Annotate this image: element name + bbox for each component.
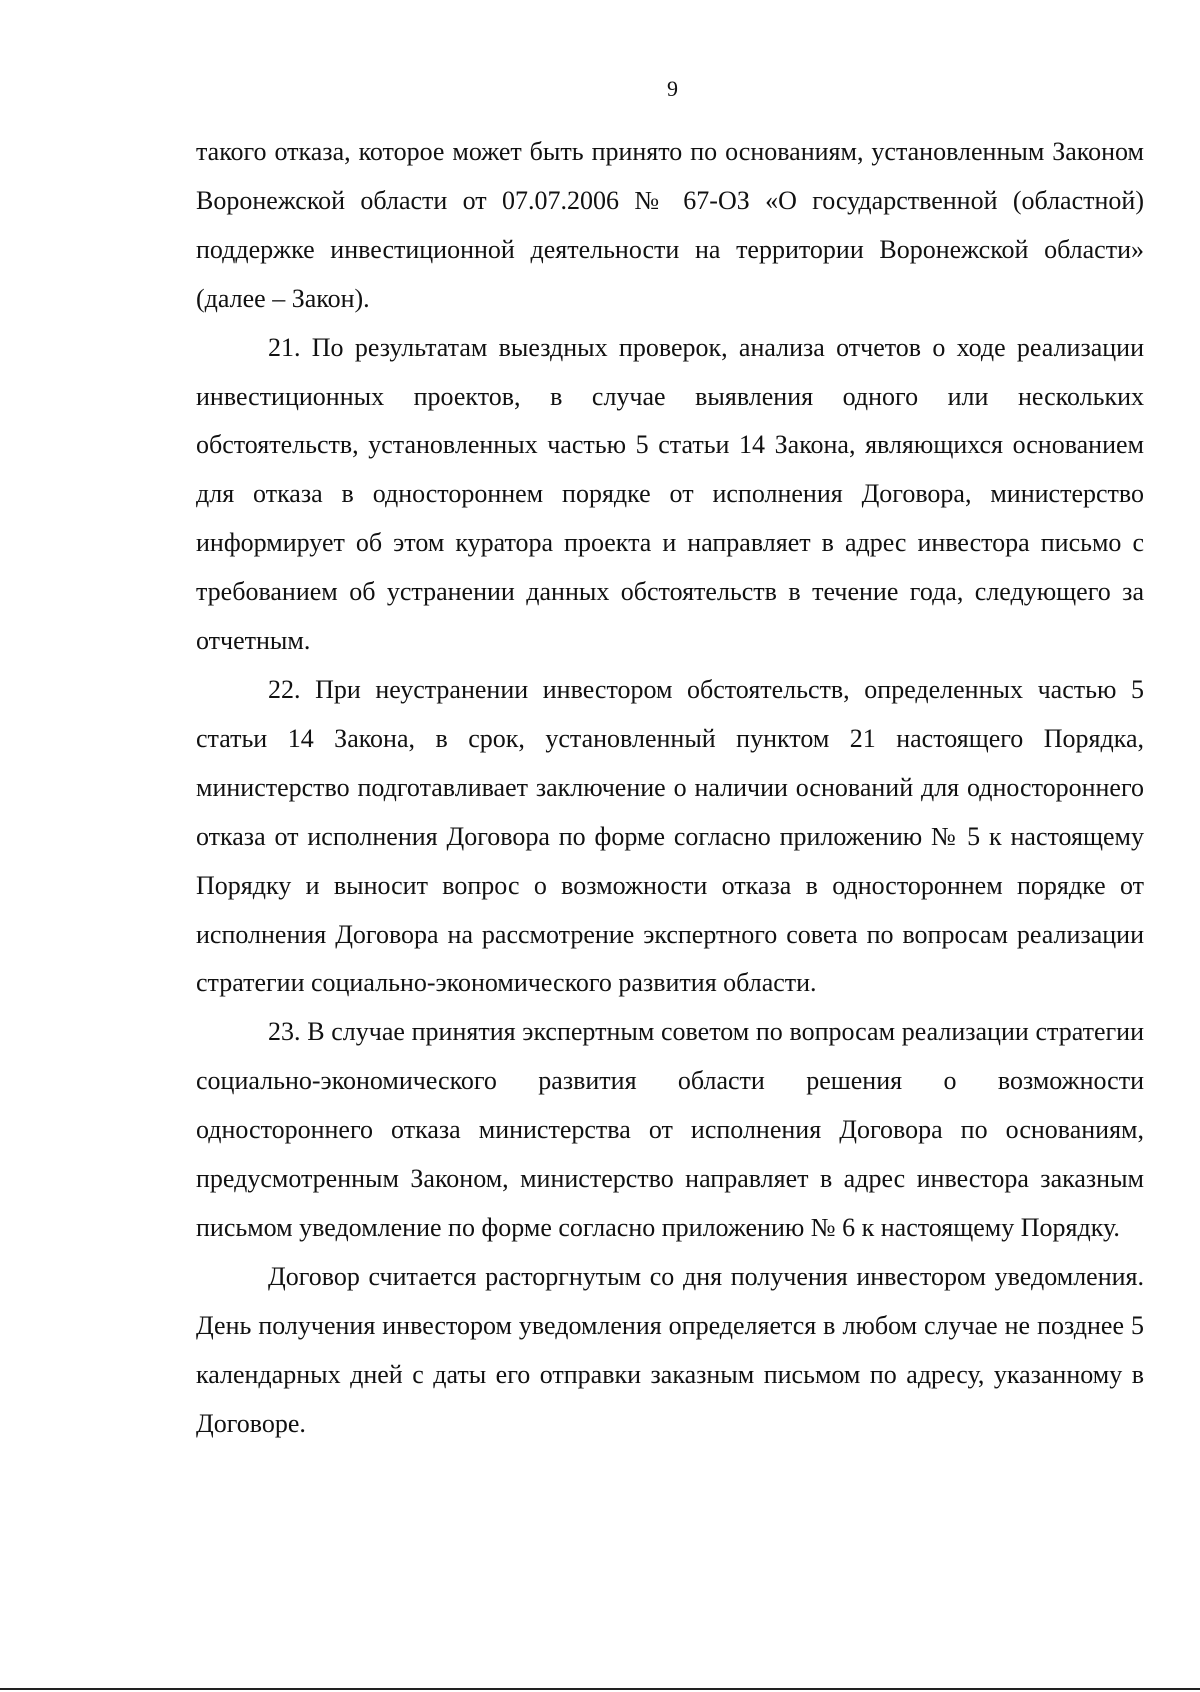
paragraph-item-21: 21. По результатам выездных проверок, анализа отчетов о ходе реализации инвестиционных проектов, в случае выявления одного или нескольких обстоятельств, установленных частью 5 статьи 14 Закона, являющихся основанием для отказа в одностороннем порядке от исполнения Договора, министерство информирует об этом куратора проекта и направляет в адрес инвестора письмо с требованием об устранении данных обстоятельств в течение года, следующего за отчетным. [196,332,1144,656]
page-bottom-rule [0,1688,1200,1690]
document-body [196,128,1144,1448]
page-number: 9 [667,76,678,101]
paragraph-item-23: 23. В случае принятия экспертным советом по вопросам реализации стратегии социально-экономического развития области решения о возможности одностороннего отказа министерства от исполнения Договора по основаниям, предусмотренным Законом, министерство направляет в адрес инвестора заказным письмом уведомление по форме согласно приложению № 6 к настоящему Порядку. [196,1017,1144,1242]
paragraph-termination: Договор считается расторгнутым со дня получения инвестором уведомления. День получения инвестором уведомления определяется в любом случае не позднее 5 календарных дней с даты его отправки заказным письмом по адресу, указанному в Договоре. [196,1261,1144,1438]
paragraph-continuation: такого отказа, которое может быть принято по основаниям, установленным Законом Воронежской области от 07.07.2006 № 67-ОЗ «О государственной (областной) поддержке инвестиционной деятельности на территории Воронежской области» (далее – Закон). [196,137,1144,313]
paragraph-item-22: 22. При неустранении инвестором обстоятельств, определенных частью 5 статьи 14 Закона, в срок, установленный пунктом 21 настоящего Порядка, министерство подготавливает заключение о наличии оснований для одностороннего отказа от исполнения Договора по форме согласно приложению № 5 к настоящему Порядку и выносит вопрос о возможности отказа в одностороннем порядке от исполнения Договора на рассмотрение экспертного совета по вопросам реализации стратегии социально-экономического развития области. [196,674,1144,998]
